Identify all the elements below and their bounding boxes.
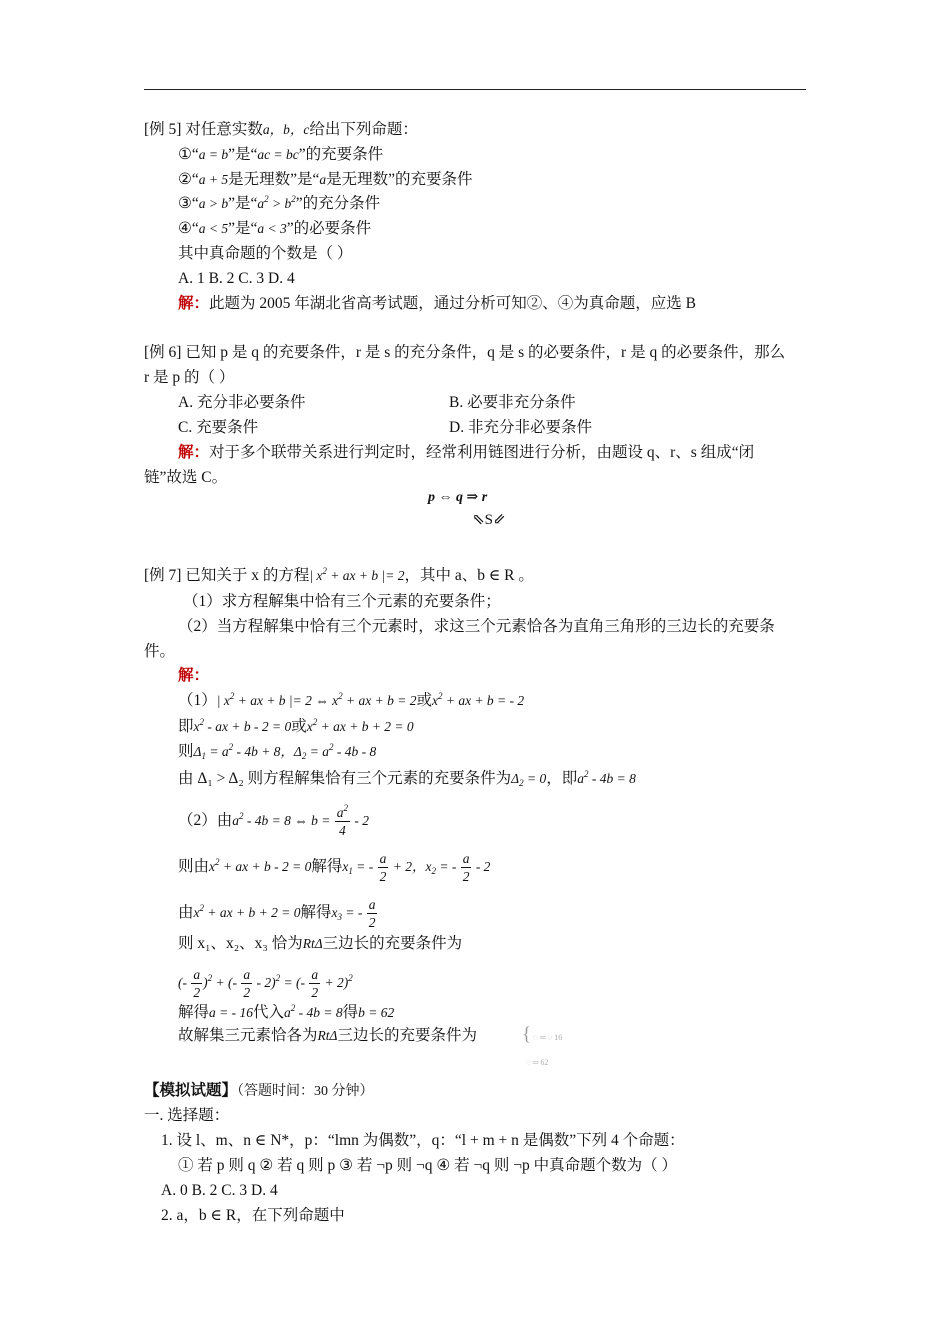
ex5-vars: a，b，c (262, 122, 310, 137)
ex7-s11-rt: RtΔ (317, 1028, 338, 1043)
mock-section: 一. 选择题： (144, 1107, 230, 1124)
ex7-s1-a: （1） (178, 692, 217, 709)
mock-q2: 2. a，b ∈ R，在下列命题中 (161, 1207, 345, 1224)
ex7-s6-x1: $x_1$ = - (342, 859, 377, 877)
ex7-s9-p3: - 2)$^2$ = (- (253, 973, 309, 991)
ex5-p2-m1: a + 5 (198, 172, 229, 187)
ex7-s7-x3: $x_3$ = - (331, 905, 366, 923)
ex5-p1-b: ”是“ (228, 146, 258, 163)
mock-q1-options: A. 0 B. 2 C. 3 D. 4 (161, 1182, 278, 1199)
ex7-step-3 (178, 741, 376, 763)
ex7-step-8 (178, 933, 462, 955)
ex7-s9-frac2: $\frac{a}{2}$ (243, 967, 251, 1000)
ex7-s6-frac1: $\frac{a}{2}$ (379, 851, 387, 884)
ex7-s10-m2: $a^2 - 4b = 8$ (284, 1003, 343, 1020)
ex5-prop-4 (178, 218, 371, 240)
ex7-step-2 (178, 716, 414, 738)
faded-answer-brace: { ◌ ═ ◌ 16 ◌ ═ 62 (522, 1024, 563, 1067)
ex5-p4-c: ”的必要条件 (286, 220, 372, 237)
ex7-line-1-end: ，其中 a、b ∈ R 。 (404, 567, 534, 584)
ex5-solution (178, 293, 696, 315)
ex5-title (144, 119, 418, 141)
ex7-step-9 (178, 966, 353, 1001)
ex7-s10-a: 解得 (178, 1004, 210, 1021)
mock-q1-line-1: 1. 设 l、m、n ∈ N*，p：“lmn 为偶数”，q：“l + m + n 是偶数”下列 4 个命题： (161, 1132, 685, 1149)
ex7-s4-math: $\Delta_2 = 0$ (511, 771, 547, 788)
ex5-p1-m1: a = b (198, 147, 229, 162)
ex5-p4-m1: a < 5 (198, 221, 229, 236)
ex7-s7-b: 解得 (300, 904, 332, 922)
ex7-s8-b: 三边长的充要条件为 (322, 935, 463, 952)
ex7-s3-math: $\Delta_1 = a^2 - 4b + 8$，$\Delta_2 = a^2 - 4b - 8$ (193, 742, 377, 761)
ex5-prop-2 (178, 169, 473, 191)
ex7-step-4 (178, 768, 636, 790)
ex7-s1-math2: $x^2$ + ax + b = - 2 (431, 691, 525, 708)
ex7-solution-label-text: 解： (178, 667, 210, 684)
ex7-s5-a: （2）由 (178, 812, 233, 830)
ex7-s11-b: 三边长的充要条件为 (337, 1027, 477, 1044)
ex7-step-5 (178, 804, 369, 839)
ex5-p4-m2: a < 3 (257, 221, 287, 236)
ex7-s4-math2: $a^2 - 4b = 8$ (577, 769, 636, 786)
ex5-p3-b: ”是“ (228, 195, 258, 212)
mock-heading-time: （答题时间：30 分钟） (237, 1084, 374, 1099)
ex7-line-1-text: [例 7] 已知关于 x 的方程 (144, 567, 310, 584)
ex5-prop-1 (178, 144, 383, 166)
ex5-p4-a: ④“ (178, 220, 199, 237)
ex7-s5-frac: $\frac{a^2}{4}$ (336, 803, 348, 838)
ex5-p2-c: 是无理数”的充要条件 (326, 171, 473, 188)
ex6-option-d: D. 非充分非必要条件 (449, 419, 592, 436)
ex7-s2-or: 或 (291, 718, 307, 735)
mock-heading-title: 【模拟试题】 (144, 1082, 238, 1099)
ex5-p4-b: ”是“ (228, 220, 258, 237)
ex7-s6-a: 则由 (178, 858, 210, 876)
ex6-option-b: B. 必要非充分条件 (449, 394, 576, 411)
ex6-line-1: [例 6] 已知 p 是 q 的充要条件，r 是 s 的充分条件，q 是 s 的必要条件，r 是 q 的必要条件，那么 (144, 344, 786, 361)
ex5-p2-a: ②“ (178, 171, 199, 188)
ex5-options: A. 1 B. 2 C. 3 D. 4 (178, 270, 295, 287)
ex7-s7-math: $x^2$ + ax + b + 2 = 0 (193, 903, 301, 921)
header-rule (144, 89, 806, 90)
ex6-solution-2: 链”故选 C。 (144, 469, 228, 486)
ex6-solution-1 (178, 442, 754, 464)
ex7-s8-rt: RtΔ (302, 936, 323, 951)
ex7-s8-a: 则 x₁、x₂、x₃ 恰为 (178, 935, 303, 952)
ex7-s11-a: 故解集三元素恰各为 (178, 1027, 318, 1044)
ex5-solution-label: 解： (178, 295, 210, 312)
ex7-s10-b: 代入 (253, 1004, 285, 1021)
ex7-step-6 (178, 850, 490, 885)
ex7-step-7 (178, 896, 378, 931)
ex5-question: 其中真命题的个数是（ ） (178, 245, 353, 262)
ex7-s1-or: 或 (416, 692, 432, 709)
ex7-s6-x2-tail: - 2 (472, 859, 491, 875)
ex5-p2-m2: a (319, 172, 327, 187)
ex7-s9-frac3: $\frac{a}{2}$ (311, 967, 319, 1000)
ex7-s9-p4: + 2)$^2$ (321, 973, 353, 991)
ex7-s5-tail: - 2 (350, 813, 369, 829)
ex5-p1-c: ”的充要条件 (298, 146, 384, 163)
ex7-s4-a: 由 Δ₁ > Δ₂ 则方程解集恰有三个元素的充要条件为 (178, 770, 512, 787)
ex7-s4-b: ，即 (546, 770, 578, 787)
ex7-s2-math2: $x^2$ + ax + b + 2 = 0 (306, 717, 414, 734)
ex7-s10-m1: a = - 16 (209, 1005, 253, 1020)
ex6-option-c: C. 充要条件 (178, 419, 259, 436)
ex7-equation: | $x^2$ + ax + b |= 2 (309, 566, 405, 583)
ex5-p3-c: ”的充分条件 (295, 195, 381, 212)
ex7-step-1 (178, 690, 524, 712)
ex7-s6-b: 解得 (311, 858, 343, 876)
ex7-s3-a: 则 (178, 743, 194, 760)
ex5-title-end: 给出下列命题： (309, 121, 418, 138)
ex7-question-1: （1）求方程解集中恰有三个元素的充要条件； (183, 593, 501, 610)
ex5-p3-a: ③“ (178, 195, 199, 212)
ex7-s7-frac: $\frac{a}{2}$ (368, 897, 376, 930)
ex7-question-2b: 件。 (144, 643, 176, 660)
ex5-p1-a: ①“ (178, 146, 199, 163)
mock-heading (144, 1080, 374, 1103)
ex5-p1-m2: ac = bc (257, 147, 299, 162)
ex7-s6-x1-tail: + 2，$x_2$ = - (389, 859, 460, 877)
ex7-s10-m3: b = 62 (358, 1005, 395, 1020)
ex6-solution-text-1: 对于多个联带关系进行判定时，经常利用链图进行分析，由题设 q、r、s 组成“闭 (209, 444, 755, 461)
ex5-p3-math: $a^2 > b^2$ (257, 194, 296, 211)
ex7-s7-a: 由 (178, 904, 194, 922)
ex5-p2-b: 是无理数”是“ (228, 171, 320, 188)
ex7-s9-frac1: $\frac{a}{2}$ (193, 967, 201, 1000)
ex5-title-text: [例 5] 对任意实数 (144, 121, 263, 138)
ex7-s5-math: $a^2 - 4b = 8$ ⇔ b = (232, 811, 334, 829)
chain-diagram-bottom: ⇖S⇙ (472, 512, 506, 528)
ex7-step-11 (178, 1025, 477, 1047)
ex7-s6-math: $x^2$ + ax + b - 2 = 0 (209, 857, 312, 875)
ex6-line-2: r 是 p 的（ ） (144, 369, 235, 386)
ex7-line-1 (144, 565, 534, 587)
ex7-s10-c: 得 (342, 1004, 359, 1021)
ex7-question-2a: （2）当方程解集中恰有三个元素时，求这三个元素恰各为直角三角形的三边长的充要条 (178, 618, 775, 635)
ex7-s6-frac2: $\frac{a}{2}$ (462, 851, 470, 884)
ex6-solution-label: 解： (178, 444, 210, 461)
ex5-solution-text: 此题为 2005 年湖北省高考试题，通过分析可知②、④为真命题，应选 B (209, 295, 696, 312)
mock-q1-line-2: ① 若 p 则 q ② 若 q 则 p ③ 若 ¬p 则 ¬q ④ 若 ¬q 则 ¬p 中真命题个数为（ ） (178, 1157, 678, 1174)
ex6-option-a: A. 充分非必要条件 (178, 394, 306, 411)
ex7-s2-a: 即 (178, 718, 194, 735)
ex7-s9-p2: )$^2$ + (- (203, 973, 241, 991)
ex7-s1-math: | $x^2$ + ax + b |= 2 ⇔ $x^2$ + ax + b = 2 (216, 691, 417, 708)
ex5-p3-m1: a > b (198, 196, 229, 211)
ex7-solution-label (178, 665, 209, 687)
ex5-prop-3 (178, 193, 380, 215)
ex7-step-10 (178, 1002, 394, 1024)
chain-diagram-top: p ⇔ q ⇒ r (428, 490, 488, 505)
ex7-s2-math: $x^2$ - ax + b - 2 = 0 (193, 717, 292, 734)
ex7-s9-p1: (- (178, 975, 191, 991)
